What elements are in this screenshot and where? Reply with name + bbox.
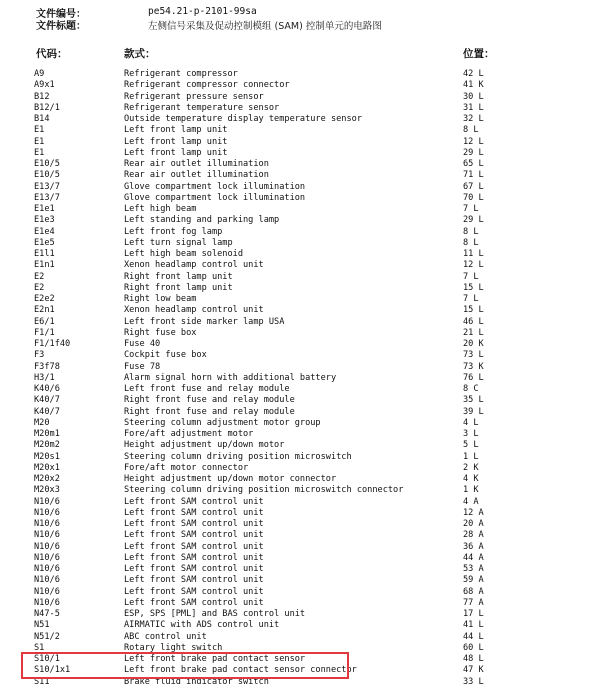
table-row	[0, 260, 600, 271]
row-position: 8 L	[463, 237, 479, 248]
row-position: 33 L	[463, 676, 484, 687]
row-position: 46 L	[463, 316, 484, 327]
table-row	[0, 170, 600, 181]
row-position: 4 A	[463, 496, 479, 507]
row-position: 29 L	[463, 147, 484, 158]
row-code: H3/1	[34, 372, 55, 383]
row-position: 41 L	[463, 620, 484, 631]
table-row	[0, 542, 600, 553]
table-row	[0, 328, 600, 339]
row-description: Fuse 40	[124, 339, 161, 349]
row-position: 20 K	[463, 339, 484, 349]
row-description: Fore/aft motor connector	[124, 462, 249, 473]
row-code: N47-5	[34, 609, 60, 619]
row-code: N51/2	[34, 631, 60, 642]
row-description: Brake fluid indicator switch	[124, 676, 269, 687]
table-row	[0, 598, 600, 609]
row-code: E2	[34, 282, 45, 293]
row-description: Glove compartment lock illumination	[124, 192, 306, 203]
row-description: Glove compartment lock illumination	[124, 181, 306, 192]
table-row	[0, 159, 600, 170]
row-code: N10/6	[34, 519, 60, 529]
row-position: 48 L	[463, 654, 484, 664]
table-row	[0, 530, 600, 541]
row-code: N10/6	[34, 564, 60, 574]
row-position: 1 L	[463, 451, 479, 462]
table-row	[0, 485, 600, 496]
row-position: 12 L	[463, 136, 484, 147]
table-row	[0, 632, 600, 643]
row-description: Left front SAM control unit	[124, 552, 264, 563]
row-description: Steering column adjustment motor group	[124, 417, 321, 428]
table-row	[0, 429, 600, 440]
column-header-code: 代码：	[36, 48, 68, 60]
row-code: E2	[34, 271, 45, 282]
row-description: Outside temperature display temperature sensor	[124, 114, 362, 124]
row-code: E1e3	[34, 215, 55, 226]
row-description: Left front SAM control unit	[124, 597, 264, 608]
row-position: 67 L	[463, 181, 484, 192]
table-row	[0, 519, 600, 530]
row-description: Steering column driving position microswitch connector	[124, 485, 404, 496]
row-code: M20m2	[34, 440, 60, 451]
row-description: Left high beam	[124, 204, 197, 214]
row-position: 15 L	[463, 282, 484, 293]
row-position: 29 L	[463, 215, 484, 226]
column-header-description: 款式：	[124, 48, 156, 60]
table-row	[0, 373, 600, 384]
table-row	[0, 407, 600, 418]
row-description: Left front SAM control unit	[124, 530, 264, 541]
row-position: 60 L	[463, 642, 484, 653]
row-description: Refrigerant compressor connector	[124, 80, 290, 91]
table-row	[0, 148, 600, 159]
row-description: Left front SAM control unit	[124, 541, 264, 552]
row-description: Right front lamp unit	[124, 271, 233, 282]
row-code: E1	[34, 147, 45, 158]
row-description: Height adjustment up/down motor connector	[124, 474, 337, 484]
doc-number-value: pe54.21-p-2101-99sa	[148, 6, 257, 17]
row-position: 70 L	[463, 192, 484, 203]
table-row	[0, 384, 600, 395]
row-code: E2n1	[34, 305, 55, 316]
row-position: 4 L	[463, 417, 479, 428]
row-position: 17 L	[463, 609, 484, 619]
row-position: 8 C	[463, 384, 479, 394]
table-row	[0, 283, 600, 294]
table-row	[0, 508, 600, 519]
row-position: 7 L	[463, 294, 479, 304]
row-position: 71 L	[463, 170, 484, 181]
row-code: S11	[34, 676, 50, 687]
row-position: 73 L	[463, 350, 484, 361]
row-description: Left front SAM control unit	[124, 519, 264, 529]
row-code: N10/6	[34, 496, 60, 507]
table-row	[0, 339, 600, 350]
row-code: K40/7	[34, 395, 60, 406]
doc-number-label: 文件编号：	[36, 9, 86, 20]
row-description: Left turn signal lamp	[124, 237, 233, 248]
row-position: 32 L	[463, 114, 484, 124]
table-row	[0, 227, 600, 238]
row-code: N10/6	[34, 541, 60, 552]
row-code: S10/1	[34, 654, 60, 664]
row-description: Right front lamp unit	[124, 282, 233, 293]
row-position: 3 L	[463, 429, 479, 439]
table-row	[0, 294, 600, 305]
row-position: 59 A	[463, 575, 484, 586]
row-code: E13/7	[34, 192, 60, 203]
row-code: A9	[34, 69, 45, 79]
row-code: B12/1	[34, 102, 60, 113]
row-position: 41 K	[463, 80, 484, 91]
row-description: Left front SAM control unit	[124, 564, 264, 574]
row-description: Refrigerant pressure sensor	[124, 91, 264, 102]
row-code: E1	[34, 136, 45, 147]
table-row	[0, 182, 600, 193]
row-position: 1 K	[463, 485, 479, 496]
row-description: Left front side marker lamp USA	[124, 316, 285, 327]
row-description: Left front brake pad contact sensor	[124, 654, 306, 664]
row-position: 53 A	[463, 564, 484, 574]
table-row	[0, 204, 600, 215]
row-position: 68 A	[463, 586, 484, 597]
row-code: M20x2	[34, 474, 60, 484]
row-description: Fore/aft adjustment motor	[124, 429, 254, 439]
row-description: Cockpit fuse box	[124, 350, 207, 361]
row-code: B12	[34, 91, 50, 102]
row-description: Refrigerant compressor	[124, 69, 238, 79]
row-description: Fuse 78	[124, 361, 161, 372]
row-code: M20x1	[34, 462, 60, 473]
table-row	[0, 80, 600, 91]
table-row	[0, 463, 600, 474]
doc-title-label: 文件标题：	[36, 21, 86, 32]
table-row	[0, 137, 600, 148]
row-description: Xenon headlamp control unit	[124, 260, 264, 271]
row-position: 12 A	[463, 507, 484, 518]
row-description: Left front SAM control unit	[124, 507, 264, 518]
row-description: Xenon headlamp control unit	[124, 305, 264, 316]
row-description: Rear air outlet illumination	[124, 159, 269, 169]
row-description: Rear air outlet illumination	[124, 170, 269, 181]
row-code: E1e1	[34, 204, 55, 214]
row-code: N10/6	[34, 530, 60, 541]
row-position: 8 L	[463, 125, 479, 136]
table-row	[0, 249, 600, 260]
row-code: N10/6	[34, 586, 60, 597]
row-position: 36 A	[463, 541, 484, 552]
row-description: Height adjustment up/down motor	[124, 440, 285, 451]
table-row	[0, 114, 600, 125]
row-description: Left standing and parking lamp	[124, 215, 280, 226]
row-code: S1	[34, 642, 45, 653]
row-description: Left front SAM control unit	[124, 575, 264, 586]
row-description: ESP, SPS [PML] and BAS control unit	[124, 609, 306, 619]
row-position: 5 L	[463, 440, 479, 451]
row-position: 73 K	[463, 361, 484, 372]
table-row	[0, 350, 600, 361]
row-position: 31 L	[463, 102, 484, 113]
table-row	[0, 452, 600, 463]
row-position: 7 L	[463, 271, 479, 282]
row-description: Right front fuse and relay module	[124, 406, 295, 417]
highlight-box	[21, 652, 349, 679]
row-description: Left front SAM control unit	[124, 496, 264, 507]
table-row	[0, 215, 600, 226]
row-description: Left front SAM control unit	[124, 586, 264, 597]
row-code: E2e2	[34, 294, 55, 304]
row-description: Left front lamp unit	[124, 125, 228, 136]
row-code: E1e5	[34, 237, 55, 248]
row-position: 42 L	[463, 69, 484, 79]
table-row	[0, 620, 600, 631]
table-row	[0, 587, 600, 598]
table-row	[0, 418, 600, 429]
row-position: 8 L	[463, 226, 479, 237]
row-position: 28 A	[463, 530, 484, 541]
table-row	[0, 317, 600, 328]
row-position: 65 L	[463, 159, 484, 169]
row-code: N10/6	[34, 575, 60, 586]
row-description: Left front lamp unit	[124, 136, 228, 147]
row-description: Left high beam solenoid	[124, 249, 243, 259]
row-code: B14	[34, 114, 50, 124]
row-code: F1/1f40	[34, 339, 71, 349]
row-code: K40/6	[34, 384, 60, 394]
row-description: Steering column driving position microswitch	[124, 451, 352, 462]
row-position: 15 L	[463, 305, 484, 316]
row-position: 4 K	[463, 474, 479, 484]
row-position: 2 K	[463, 462, 479, 473]
table-row	[0, 564, 600, 575]
table-row	[0, 193, 600, 204]
row-code: E1n1	[34, 260, 55, 271]
row-code: E1e4	[34, 226, 55, 237]
table-row	[0, 125, 600, 136]
row-position: 7 L	[463, 204, 479, 214]
row-code: E6/1	[34, 316, 55, 327]
row-description: ABC control unit	[124, 631, 207, 642]
row-code: S10/1x1	[34, 665, 71, 676]
row-position: 76 L	[463, 372, 484, 383]
row-description: Refrigerant temperature sensor	[124, 102, 280, 113]
row-code: M20	[34, 417, 50, 428]
row-position: 77 A	[463, 597, 484, 608]
row-code: N10/6	[34, 507, 60, 518]
row-position: 11 L	[463, 249, 484, 259]
component-table	[0, 69, 600, 688]
row-description: AIRMATIC with ADS control unit	[124, 620, 280, 631]
table-row	[0, 69, 600, 80]
table-row	[0, 553, 600, 564]
row-code: E1	[34, 125, 45, 136]
row-position: 12 L	[463, 260, 484, 271]
row-description: Rotary light switch	[124, 642, 223, 653]
row-code: M20x3	[34, 485, 60, 496]
column-header-position: 位置：	[463, 48, 495, 60]
row-position: 47 K	[463, 665, 484, 676]
table-row	[0, 272, 600, 283]
row-code: M20s1	[34, 451, 60, 462]
table-row	[0, 474, 600, 485]
doc-title-value: 左侧信号采集及促动控制模组 (SAM) 控制单元的电路图	[148, 21, 382, 32]
row-position: 20 A	[463, 519, 484, 529]
row-code: E13/7	[34, 181, 60, 192]
row-code: E10/5	[34, 159, 60, 169]
row-description: Left front fuse and relay module	[124, 384, 290, 394]
row-description: Left front lamp unit	[124, 147, 228, 158]
row-description: Right low beam	[124, 294, 197, 304]
row-code: F3f78	[34, 361, 60, 372]
table-row	[0, 103, 600, 114]
table-row	[0, 395, 600, 406]
row-code: N10/6	[34, 597, 60, 608]
table-row	[0, 238, 600, 249]
row-description: Left front brake pad contact sensor connector	[124, 665, 357, 676]
row-description: Alarm signal horn with additional battery	[124, 372, 337, 383]
row-code: N51	[34, 620, 50, 631]
row-position: 21 L	[463, 327, 484, 338]
row-description: Right fuse box	[124, 327, 197, 338]
row-code: F1/1	[34, 327, 55, 338]
row-code: F3	[34, 350, 45, 361]
table-row	[0, 362, 600, 373]
row-position: 35 L	[463, 395, 484, 406]
table-row	[0, 92, 600, 103]
row-code: N10/6	[34, 552, 60, 563]
row-position: 44 L	[463, 631, 484, 642]
table-row	[0, 575, 600, 586]
row-position: 44 A	[463, 552, 484, 563]
row-code: M20m1	[34, 429, 60, 439]
table-row	[0, 440, 600, 451]
row-code: K40/7	[34, 406, 60, 417]
row-description: Right front fuse and relay module	[124, 395, 295, 406]
row-position: 30 L	[463, 91, 484, 102]
table-row	[0, 609, 600, 620]
row-code: E1l1	[34, 249, 55, 259]
table-row	[0, 305, 600, 316]
row-position: 39 L	[463, 406, 484, 417]
row-code: E10/5	[34, 170, 60, 181]
table-row	[0, 497, 600, 508]
row-code: A9x1	[34, 80, 55, 91]
row-description: Left front fog lamp	[124, 226, 223, 237]
